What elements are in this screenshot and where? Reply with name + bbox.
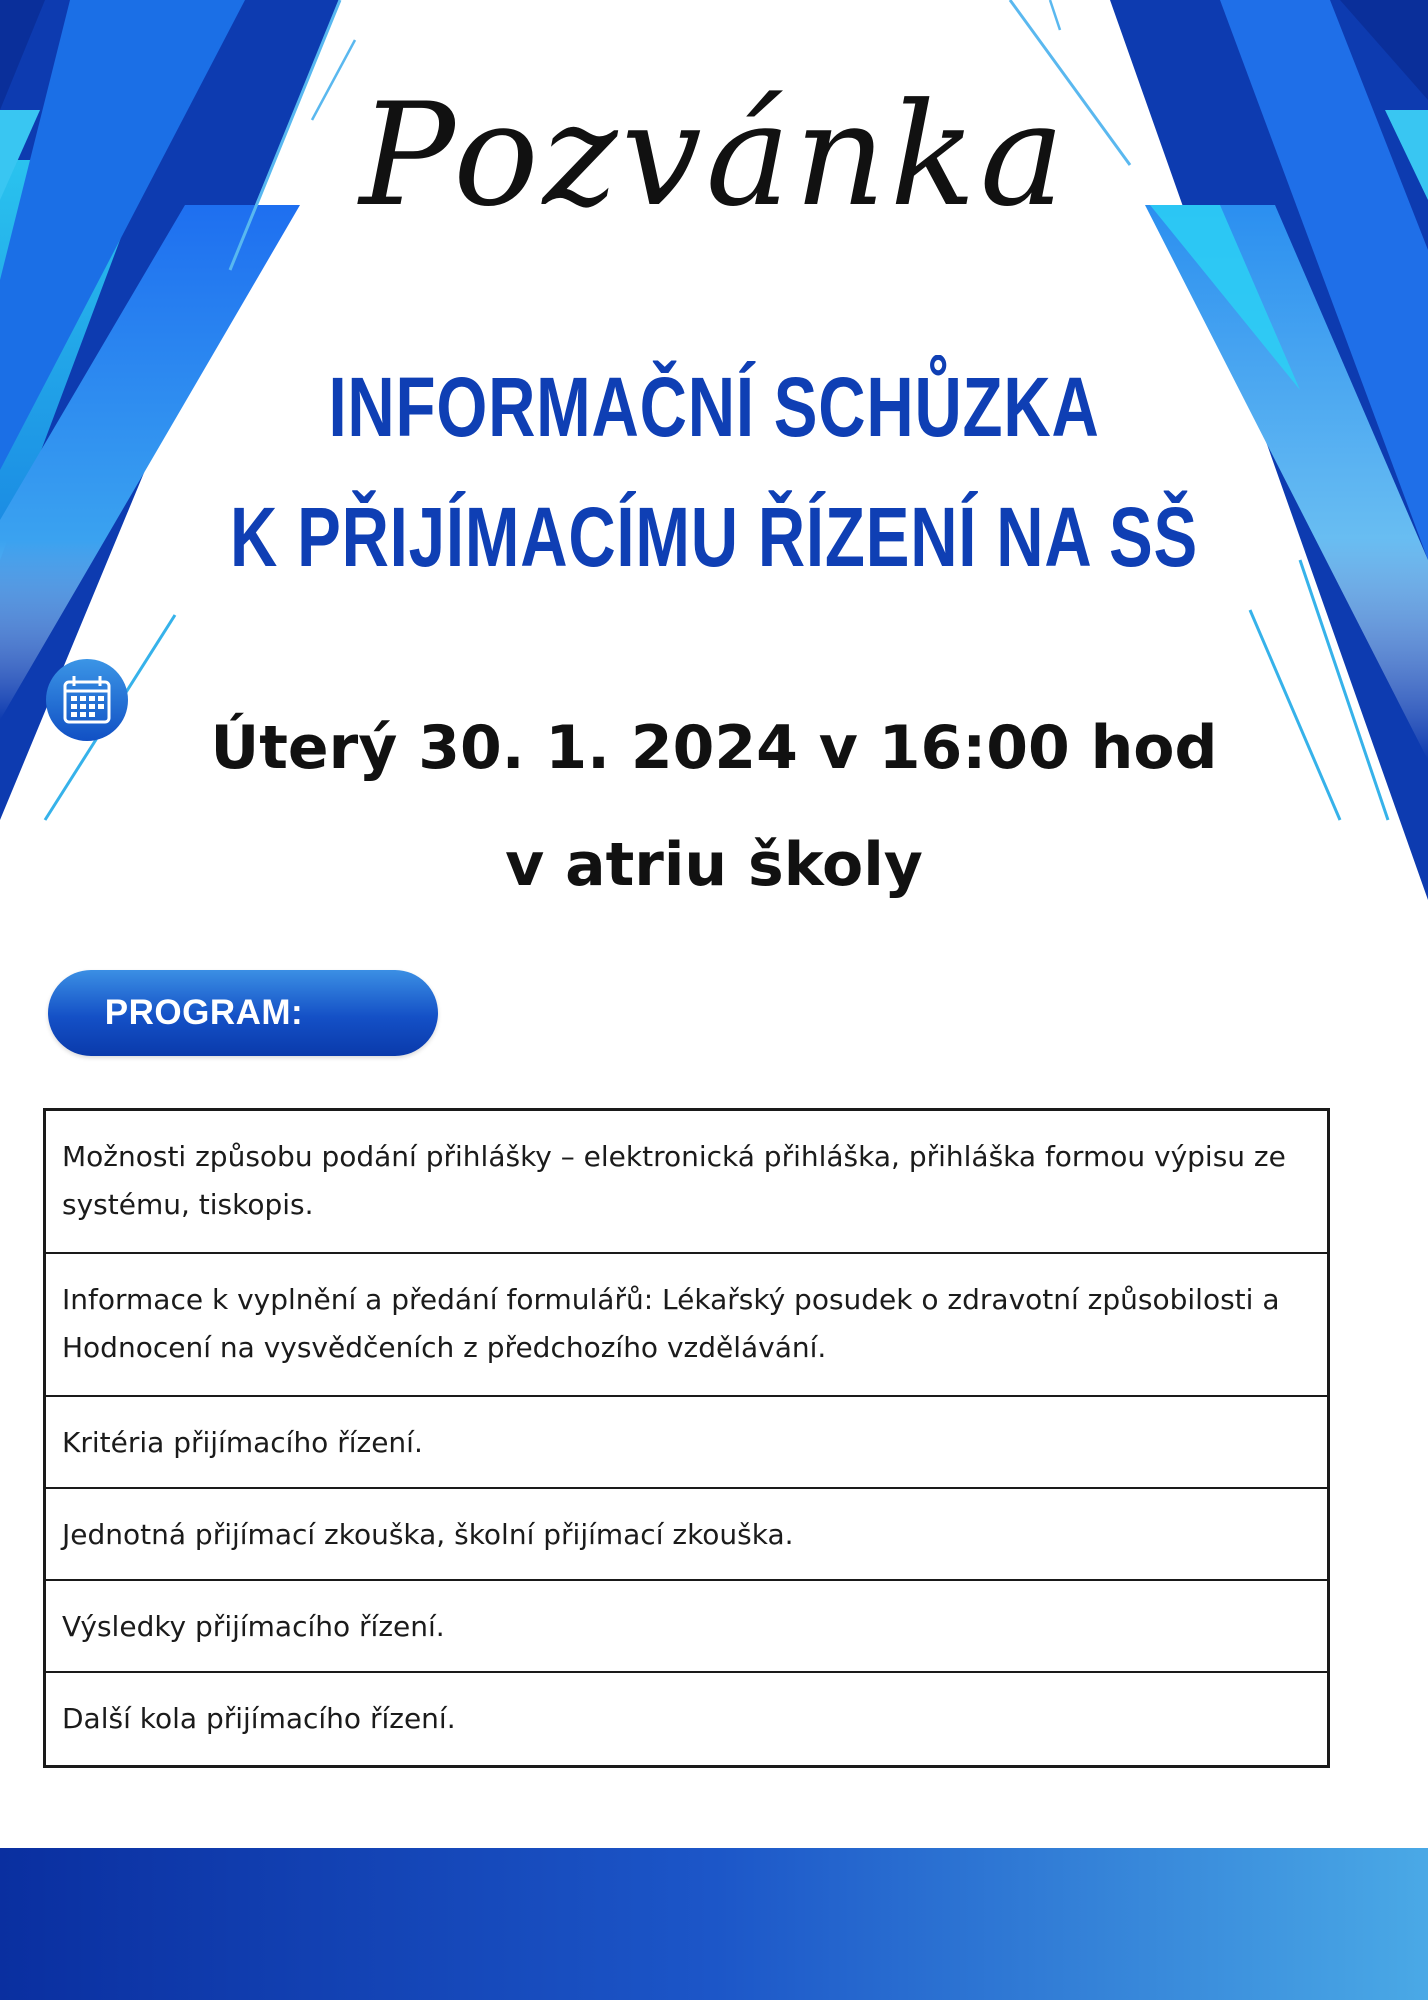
- program-item: Další kola přijímacího řízení.: [62, 1702, 456, 1735]
- program-item: Kritéria přijímacího řízení.: [46, 1397, 1327, 1489]
- heading-line-2: K PŘIJÍMACÍMU ŘÍZENÍ NA SŠ: [230, 490, 1198, 584]
- program-table: [43, 1108, 1330, 1768]
- footer-band: [0, 1848, 1428, 2000]
- program-item: Výsledky přijímacího řízení.: [46, 1581, 1327, 1673]
- event-date-time: Úterý 30. 1. 2024 v 16:00 hod: [210, 713, 1218, 783]
- invitation-script-title: Pozvánka: [359, 73, 1069, 238]
- program-item: Možnosti způsobu podání přihlášky – elektronická přihláška, přihláška formou výpisu ze systému, tiskopis.: [46, 1111, 1327, 1254]
- program-item: Informace k vyplnění a předání formulářů: Lékařský posudek o zdravotní způsobilosti a Hodnocení na vysvědčeních z předchozího vzdělávání.: [46, 1254, 1327, 1397]
- program-item: Jednotná přijímací zkouška, školní přijímací zkouška.: [46, 1489, 1327, 1581]
- program-label: PROGRAM:: [104, 993, 304, 1032]
- event-place: v atriu školy: [505, 830, 923, 900]
- program-badge: [48, 970, 438, 1056]
- heading-line-1: INFORMAČNÍ SCHŮZKA: [328, 360, 1100, 454]
